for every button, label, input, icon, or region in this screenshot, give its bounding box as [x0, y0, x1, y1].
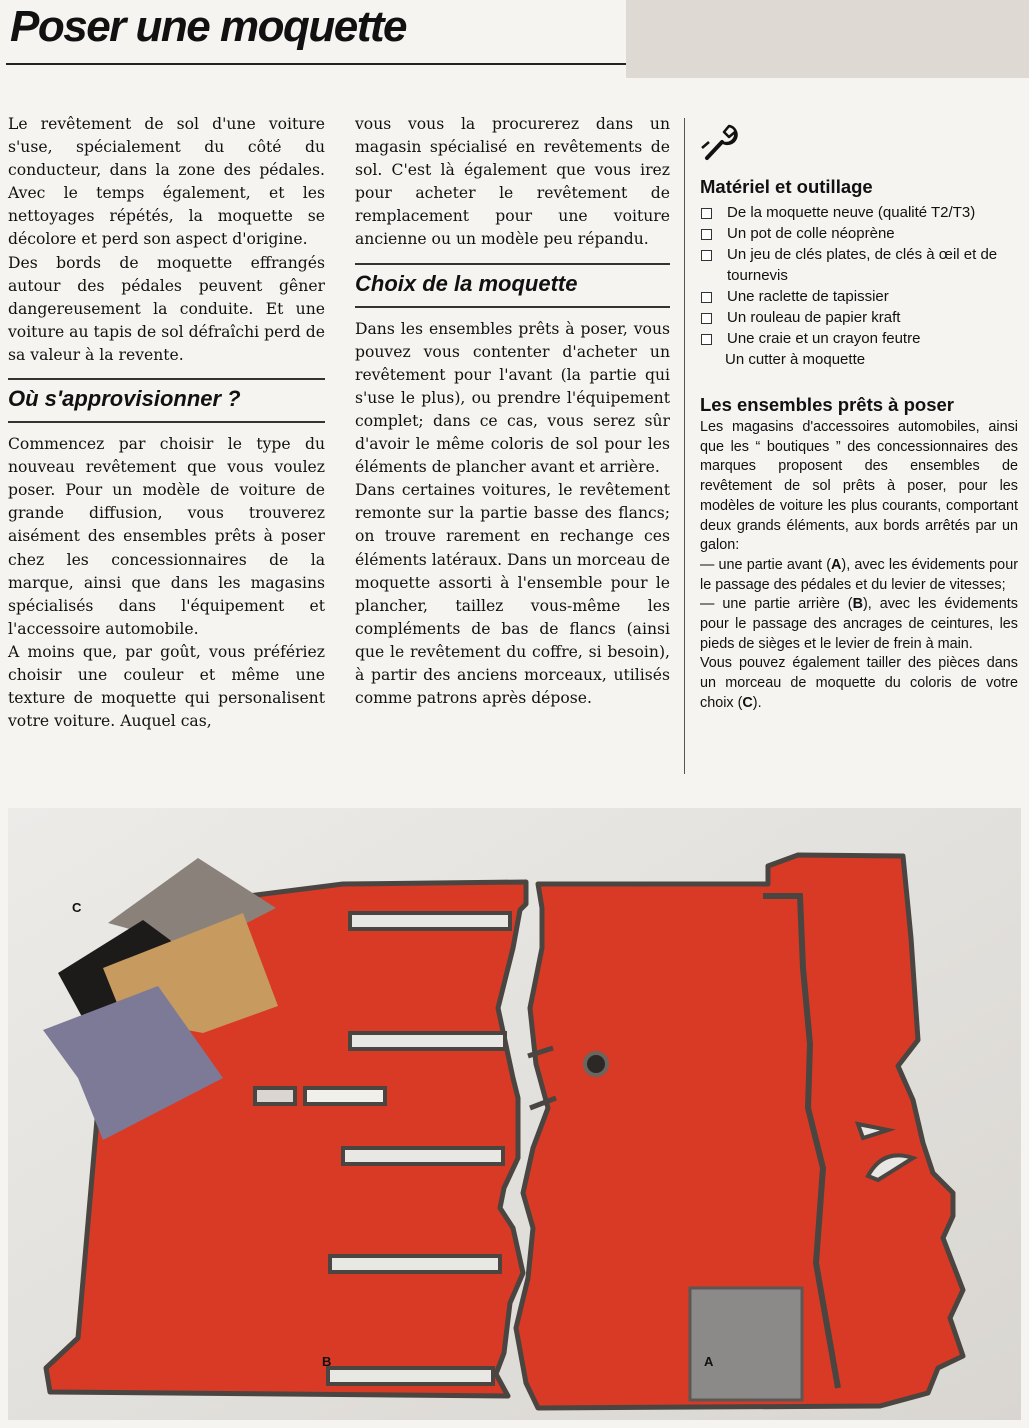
col2-rule-bottom — [355, 306, 670, 308]
kits-ending: Vous pouvez également tailler des pièces dans un morceau de moquette du coloris de votre choix (C). — [700, 655, 1018, 711]
rear-slot — [343, 1148, 503, 1164]
kits-intro: Les magasins d'accessoires automobiles, ainsi que les “ boutiques ” des concessionnaires des marques proposent des ensembles de revêtement de sol prêts à poser, pour les modèles de voiture les plus courants, comportant deux grands éléments, aux bords arrêtés par un galon: — [700, 419, 1018, 554]
checkbox[interactable] — [701, 229, 712, 240]
tools-checklist — [700, 202, 1018, 370]
checkbox[interactable] — [701, 208, 712, 219]
checkbox[interactable] — [701, 292, 712, 303]
rear-slot — [350, 1033, 505, 1049]
column-divider — [684, 118, 685, 774]
rear-slot — [328, 1368, 493, 1384]
label-a: A — [704, 1354, 714, 1369]
kits-item-a: — une partie avant (A), avec les évidements pour le passage des pédales et du levier de vitesses; — [700, 556, 1018, 593]
gear-lever-hole — [585, 1053, 607, 1075]
checkbox[interactable] — [701, 250, 712, 261]
section-heading-choice: Choix de la moquette — [355, 270, 578, 296]
kits-heading: Les ensembles prêts à poser — [700, 394, 954, 415]
kits-item-b: — une partie arrière (B), avec les évidements pour le passage des ancrages de ceintures, les pieds de sièges et le levier de frein à main. — [700, 596, 1018, 652]
carpet-photo — [8, 808, 1021, 1420]
tools-heading: Matériel et outillage — [700, 176, 873, 197]
checklist-item: De la moquette neuve (qualité T2/T3) — [700, 202, 1018, 223]
column-2 — [355, 113, 670, 710]
checkbox[interactable] — [701, 313, 712, 324]
page-title: Poser une moquette — [10, 2, 406, 51]
belt-cutout — [255, 1088, 295, 1104]
col2-rule-top — [355, 263, 670, 265]
col1-paragraph-4: A moins que, par goût, vous préfériez choisir une couleur et même une texture de moquette qui personalisent votre voiture. Auquel cas, — [8, 642, 325, 731]
checkbox[interactable] — [701, 334, 712, 345]
label-c: C — [72, 900, 82, 915]
col2-paragraph-2: Dans les ensembles prêts à poser, vous pouvez vous contenter d'acheter un revêtement pour l'avant (la partie qui s'use le plus), ou prendre l'équipement complet; dans ce cas, vous serez sûr d'avoir le même coloris de sol pour les éléments de plancher avant et arrière. — [355, 319, 670, 477]
header-shade — [626, 0, 1029, 78]
column-1 — [8, 113, 325, 733]
col1-paragraph-2: Des bords de moquette effrangés autour des pédales peuvent gêner dangereusement la conduite. Et une voiture au tapis de sol défraîchi perd de sa valeur à la revente. — [8, 253, 325, 364]
checklist-item: Une raclette de tapissier — [700, 286, 1018, 307]
col1-paragraph-3: Commencez par choisir le type du nouveau revêtement que vous voulez poser. Pour un modèle de voiture de grande diffusion, vous trouverez aisément des ensembles prêts à poser chez les concessionnaires de la marque, ainsi que dans les magasins spécialisés dans l'équipement et l'accessoire automobile. — [8, 435, 325, 638]
checklist-item: Un cutter à moquette — [725, 351, 866, 368]
col2-paragraph-1: vous vous la procurerez dans un magasin spécialisé en revêtements de sol. C'est là également que vous irez pour acheter le revêtement de remplacement pour une voiture ancienne ou un modèle peu répandu. — [355, 115, 670, 249]
rear-slot — [350, 913, 510, 929]
col1-rule-top — [8, 378, 325, 380]
wrench-icon — [700, 118, 1018, 170]
heel-pad — [690, 1288, 802, 1400]
column-3 — [700, 118, 1018, 714]
checklist-item: Un rouleau de papier kraft — [700, 307, 1018, 328]
col1-paragraph-1: Le revêtement de sol d'une voiture s'use, spécialement du côté du conducteur, dans la zone des pédales. Avec le temps également, et les nettoyages répétés, la moquette se décolore et perd son aspect d'origine. — [8, 115, 325, 249]
col1-rule-bottom — [8, 421, 325, 423]
checklist-item: Un jeu de clés plates, de clés à œil et de tournevis — [700, 244, 1018, 286]
rear-slot — [330, 1256, 500, 1272]
carpet-photo-illustration — [8, 808, 1021, 1420]
section-heading-sourcing: Où s'approvisionner ? — [8, 386, 241, 412]
label-b: B — [322, 1354, 332, 1369]
checklist-item: Un pot de colle néoprène — [700, 223, 1018, 244]
title-rule — [6, 63, 626, 65]
col2-paragraph-3: Dans certaines voitures, le revêtement remonte sur la partie basse des flancs; on trouve rarement en rechange ces éléments latéraux. Dans un morceau de moquette assorti à l'ensemble pour le plancher, taillez vous-même les compléments de bas de flancs (ainsi que le revêtement du coffre, si besoin), à partir des anciens morceaux, utilisés comme patrons après dépose. — [355, 481, 670, 708]
checklist-item: Une craie et un crayon feutre — [700, 328, 1018, 349]
belt-cutout — [305, 1088, 385, 1104]
